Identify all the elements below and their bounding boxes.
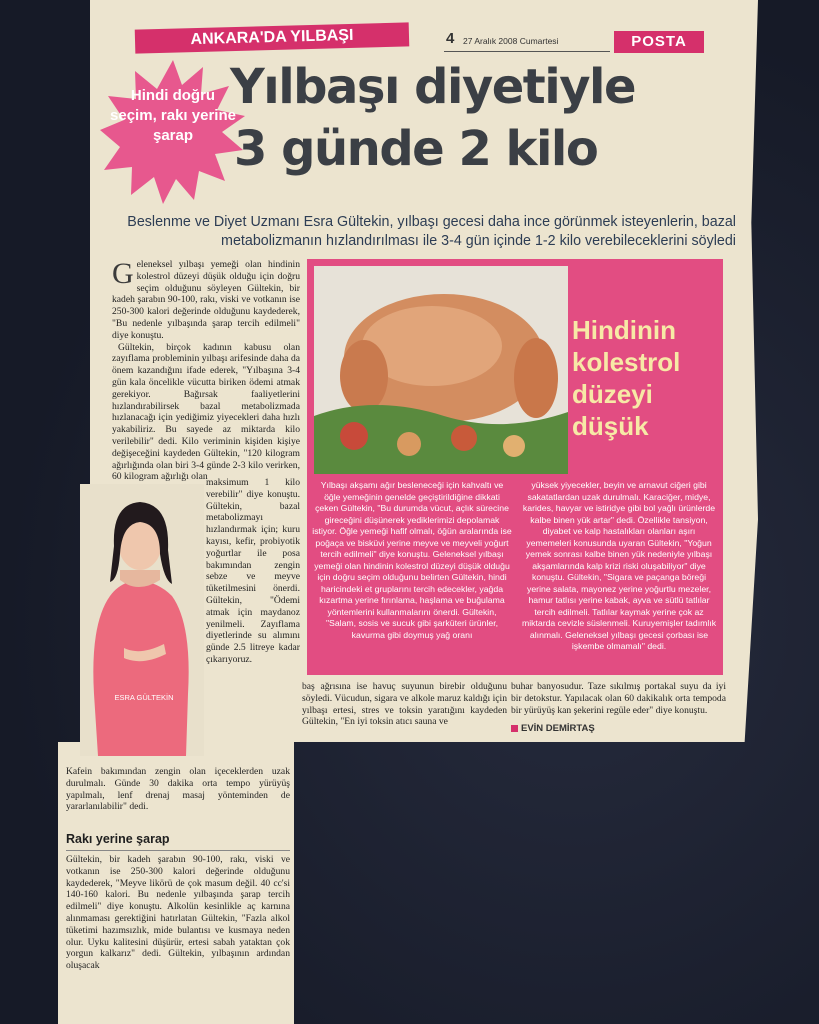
portrait-photo bbox=[80, 484, 204, 756]
subheading-rule bbox=[66, 850, 290, 851]
issue-date: 27 Aralık 2008 Cumartesi bbox=[463, 36, 559, 46]
subheading: Rakı yerine şarap bbox=[66, 832, 170, 846]
drop-cap: G bbox=[112, 257, 134, 290]
article-paragraph: eleneksel yılbaşı yemeği olan hindinin kolestrol düzeyi düşük olduğu için doğru seçim olduğunu söyleyen Gültekin, bir kadeh şarabın 90-100, rakı, viski ve votkanın ise 250-300 kalori değerinde olduğunu kaydederek, "Bu nedenle yılbaşında şarap tercih edilmeli" diye konuştu. bbox=[112, 259, 300, 341]
article-column-continued: Kafein bakımından zengin olan içeceklerden uzak durulmalı. Günde 30 dakika orta tempo yürüyüş yapılmalı, lenf drenaj masaj yönteminden de yararlanılabilir" dedi. bbox=[66, 766, 290, 813]
headline-line-1: Yılbaşı diyetiyle bbox=[230, 59, 635, 115]
photo-caption: ESRA GÜLTEKİN bbox=[114, 693, 174, 702]
header-rule bbox=[444, 51, 610, 52]
roast-turkey-photo bbox=[314, 266, 568, 474]
newspaper-logo: POSTA bbox=[614, 31, 704, 53]
headline bbox=[230, 56, 635, 180]
byline: EVİN DEMİRTAŞ bbox=[521, 723, 595, 734]
article-column-right-bottom: buhar banyosudur. Taze sıkılmış portakal suyu da iyi bir detokstur. Yapılacak olan 60 dakikalık orta tempoda bir yürüyüş kan şekerini regüle eder" diye konuştu. bbox=[511, 681, 726, 716]
starburst-text: Hindi doğru seçim, rakı yerine şarap bbox=[110, 87, 236, 144]
lead-paragraph: Beslenme ve Diyet Uzmanı Esra Gültekin, yılbaşı gecesi daha ince görünmek isteyenlerin, bazal metabolizmanın hızlandırılması ile 3-4 gün içinde 1-2 kilo verebileceklerini söyledi bbox=[127, 214, 736, 249]
byline-marker bbox=[511, 725, 518, 732]
panel-text-right: yüksek yiyecekler, beyin ve arnavut ciğeri gibi sakatatlardan uzak durulmalı. Karaciğer, midye, karides, havyar ve istiridye gibi bol yağlı ürünlerde kalbe binen yük artar" dedi. Özellikle tansiyon, diyabet ve kalp hastalıkları olanları aşırı yememeleri konusunda uyaran Gültekin, "Yoğun yemek sonrası kalbe binen yük nedeniyle yılbaşı akşamlarında kalp krizi riski oluşabiliyor" diye konuştu. Gültekin, "Sigara ve paçanga böreği yerine salata, mayonez yerine yoğurtlu mezeler, hamur tatlısı yerine kabak, ayva ve sütlü tatlılar tercih edilmeli. Tatlılar kaymak yerine çok az miktarda cevizle süslenmeli. Kuruyemişler tadımlık alınmalı. Geleneksel yılbaşı gecesi çorbası ise işkembe olmamalı" dedi. bbox=[521, 480, 717, 651]
article-column-left bbox=[112, 259, 300, 483]
article-column-mid-bottom: baş ağrısına ise havuç suyunun birebir olduğunu söyledi. Vücudun, sigara ve alkole maruz kaldığı için yılbaşı ertesi, stres ve toksin yaratığını kaydeden Gültekin, "En iyi toksin atıcı sauna ve bbox=[302, 681, 507, 728]
article-column-narrow: maksimum 1 kilo verebilir" diye konuştu. Gültekin, bazal metabolizmayı hızlandırmak için; kuru kayısı, kefir, probiyotik yoğurtlar ile posa bakımından zengin sebze ve meyve tüketilmesini önerdi. Gültekin, "Ödemi atmak için maydanoz yenilmeli. Zayıflama diyetlerinde su alımını günde 2.5 litreye kadar çıkarıyoruz. bbox=[206, 477, 300, 665]
panel-text-left: Yılbaşı akşamı ağır besleneceği için kahvaltı ve öğle yemeğinin genelde geçiştirildiğine dikkati çeken Gültekin, "Bu durumda vücut, açlık sürecine gireceğini düşünerek yediklerimizi depolamak istiyor. Öğle yemeği hafif olmalı, öğün aralarında ise poğaça ve bisküvi yerine meyve ve meyveli yoğurt tercih edilmeli" diye konuştu. Geleneksel yılbaşı yemeği olan hindinin kolestrol düzeyi düşük olduğu için doğru seçim olduğunu belirten Gültekin, hindi haricindeki et gruplarını tercih edecekler, yağda kızartma yerine fırınlama, haşlama ve buğulama yöntemlerini kullanmalarını önerdi. Gültekin, "Salam, sosis ve sucuk gibi şarküteri ürünler, kavurma gibi doymuş yağ oranı bbox=[312, 480, 512, 640]
article-column-strip: Gültekin, bir kadeh şarabın 90-100, rakı, viski ve votkanın ise 250-300 kalori değerinde olduğunu kaydederek, "Meyve likörü de çok masum değil. 40 cc'si 140-160 kalori. Bu nedenle yılbaşında şarap tercih edilmeli" diye konuştu. Alkolün kesinlikle aç karnına alınmaması gerektiğini hatırlatan Gültekin, "Fazla alkol tüketimi hazımsızlık, mide bulantısı ve kusmaya neden olur. Uyku kalitesini düşürür, ertesi sabah yataktan çok yorgun kalkarız" dedi. Gültekin, yılbaşının ardından oluşacak bbox=[66, 854, 290, 972]
section-tag: ANKARA'DA YILBAŞI bbox=[135, 22, 410, 53]
article-paragraph: Gültekin, birçok kadının kabusu olan zayıflama probleminin yılbaşı arifesinde daha da önem kazandığını ifade ederek, "Yılbaşına 3-4 gün kala öncelikle vücutta biriken ödemi atmak gerekiyor. Bağırsak faaliyetlerini hızlandırabilirsek bazal metabolizmada hızlanacağı için yediğimiz yiyecekleri daha hızlı yakabiliriz. Bu sayede az miktarda kilo verilebilir" dedi. Kilo veriminin kişiden kişiye değişeceğini kaydeden Gültekin, "120 kilogram ağırlığında olan biri 3-4 günde 2-3 kilo verirken, 60 kilogram ağırlığı olan bbox=[112, 341, 300, 483]
panel-heading: Hindinin kolestrol düzeyi düşük bbox=[572, 315, 681, 441]
headline-line-2: 3 günde 2 kilo bbox=[234, 121, 598, 177]
page-number: 4 bbox=[446, 30, 455, 47]
